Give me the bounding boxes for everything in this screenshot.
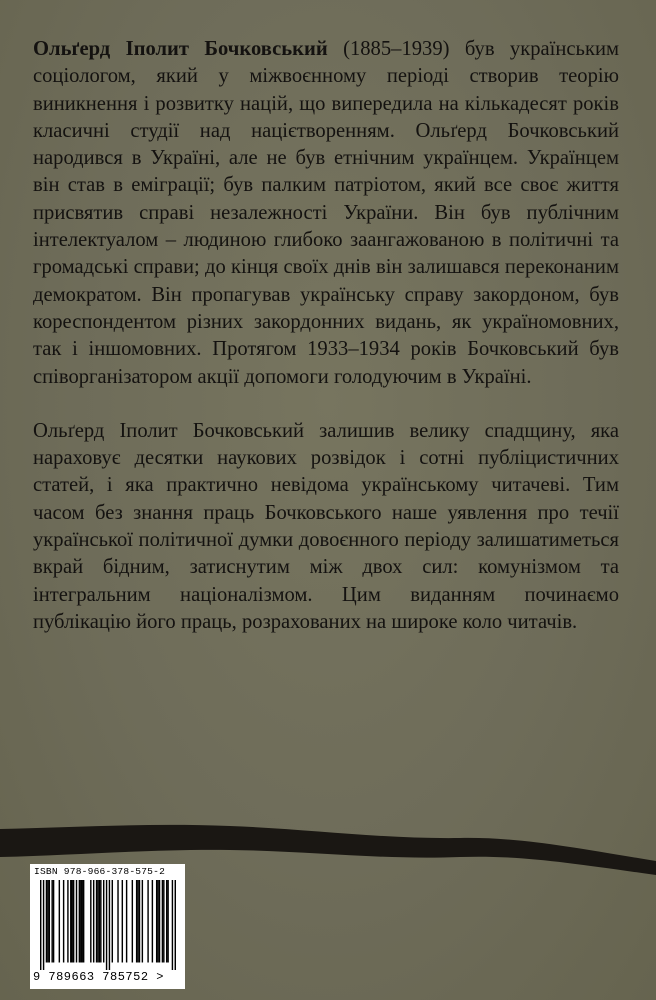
barcode-bar <box>112 880 113 963</box>
ean-digits: 9 789663 785752 > <box>33 970 164 984</box>
annotation-text <box>33 36 619 636</box>
barcode-bar <box>117 880 118 963</box>
barcode-bar <box>70 880 71 963</box>
barcode-bar <box>40 880 41 970</box>
barcode-bar <box>46 880 47 963</box>
barcode-bar <box>162 880 163 963</box>
barcode-bar <box>159 880 160 963</box>
paragraph-1-text: (1885–1939) був українським соціологом, який у міжвоєнному періоді створив теорію виникнення і розвитку націй, що випередила на кількадесят років класичні студії над націєтворенням. Ольґерд Бочковський народився в Україні, але не був етнічним українцем. Українцем він став в еміграції; був палким патріотом, який все своє життя присвятив справі незалежності України. Він був публічним інтелектуалом – людиною глибоко заангажованою в політичні та громадські справи; до кінця своїх днів він залишався переконаним демократом. Він пропагував українську справу закордоном, був кореспондентом різних закордонних видань, як україномовних, так і іншомовних. Протягом 1933–1934 років Бочковський був співорганізатором акції допомоги голодуючим в Україні. <box>33 38 619 388</box>
isbn-label: ISBN 978-966-378-575-2 <box>34 866 166 877</box>
barcode-bar <box>166 880 167 963</box>
barcode-bar <box>172 880 173 970</box>
barcode <box>30 864 185 989</box>
author-name: Ольґерд Іполит Бочковський <box>33 38 328 60</box>
barcode-bar <box>47 880 48 963</box>
barcode-bar <box>142 880 143 963</box>
barcode-bar <box>122 880 123 963</box>
barcode-bar <box>175 880 176 970</box>
barcode-bar <box>139 880 140 963</box>
barcode-bar <box>90 880 91 963</box>
paragraph-1 <box>33 36 619 391</box>
barcode-bar <box>152 880 153 963</box>
barcode-bar <box>76 880 77 963</box>
barcode-bar <box>73 880 74 963</box>
barcode-bar <box>97 880 98 963</box>
barcode-bar <box>106 880 107 970</box>
barcode-bar <box>53 880 54 963</box>
barcode-bar <box>80 880 81 963</box>
barcode-bar <box>103 880 104 963</box>
barcode-bar <box>132 880 133 963</box>
barcode-bar <box>63 880 64 963</box>
barcode-bar <box>99 880 100 963</box>
barcode-bar <box>59 880 60 963</box>
barcode-bar <box>163 880 164 963</box>
barcode-bar <box>51 880 52 963</box>
barcode-bar <box>137 880 138 963</box>
barcode-bar <box>93 880 94 963</box>
barcode-bar <box>167 880 168 963</box>
barcode-bar <box>43 880 44 970</box>
barcode-bar <box>109 880 110 970</box>
barcode-bar <box>147 880 148 963</box>
barcode-bar <box>156 880 157 963</box>
barcode-bar <box>100 880 101 963</box>
barcode-bar <box>79 880 80 963</box>
barcode-bar <box>83 880 84 963</box>
barcode-bars <box>40 880 176 970</box>
barcode-bar <box>82 880 83 963</box>
barcode-bar <box>49 880 50 963</box>
barcode-bar <box>96 880 97 963</box>
barcode-bar <box>136 880 137 963</box>
paragraph-2: Ольґерд Іполит Бочковський залишив велику спадщину, яка нараховує десятки наукових розвідок і сотні публіцистичних статей, і яка практично невідома українському читачеві. Тим часом без знання праць Бочковського наше уявлення про течії української політичної думки довоєнного періоду залишатиметься вкрай бідним, затиснутим між двох сил: комунізмом та інтегральним націоналізмом. Цим виданням починаємо публікацію його праць, розрахованих на широке коло читачів. <box>33 419 619 633</box>
barcode-bar <box>126 880 127 963</box>
barcode-bar <box>157 880 158 963</box>
barcode-bar <box>71 880 72 963</box>
barcode-bar <box>67 880 68 963</box>
